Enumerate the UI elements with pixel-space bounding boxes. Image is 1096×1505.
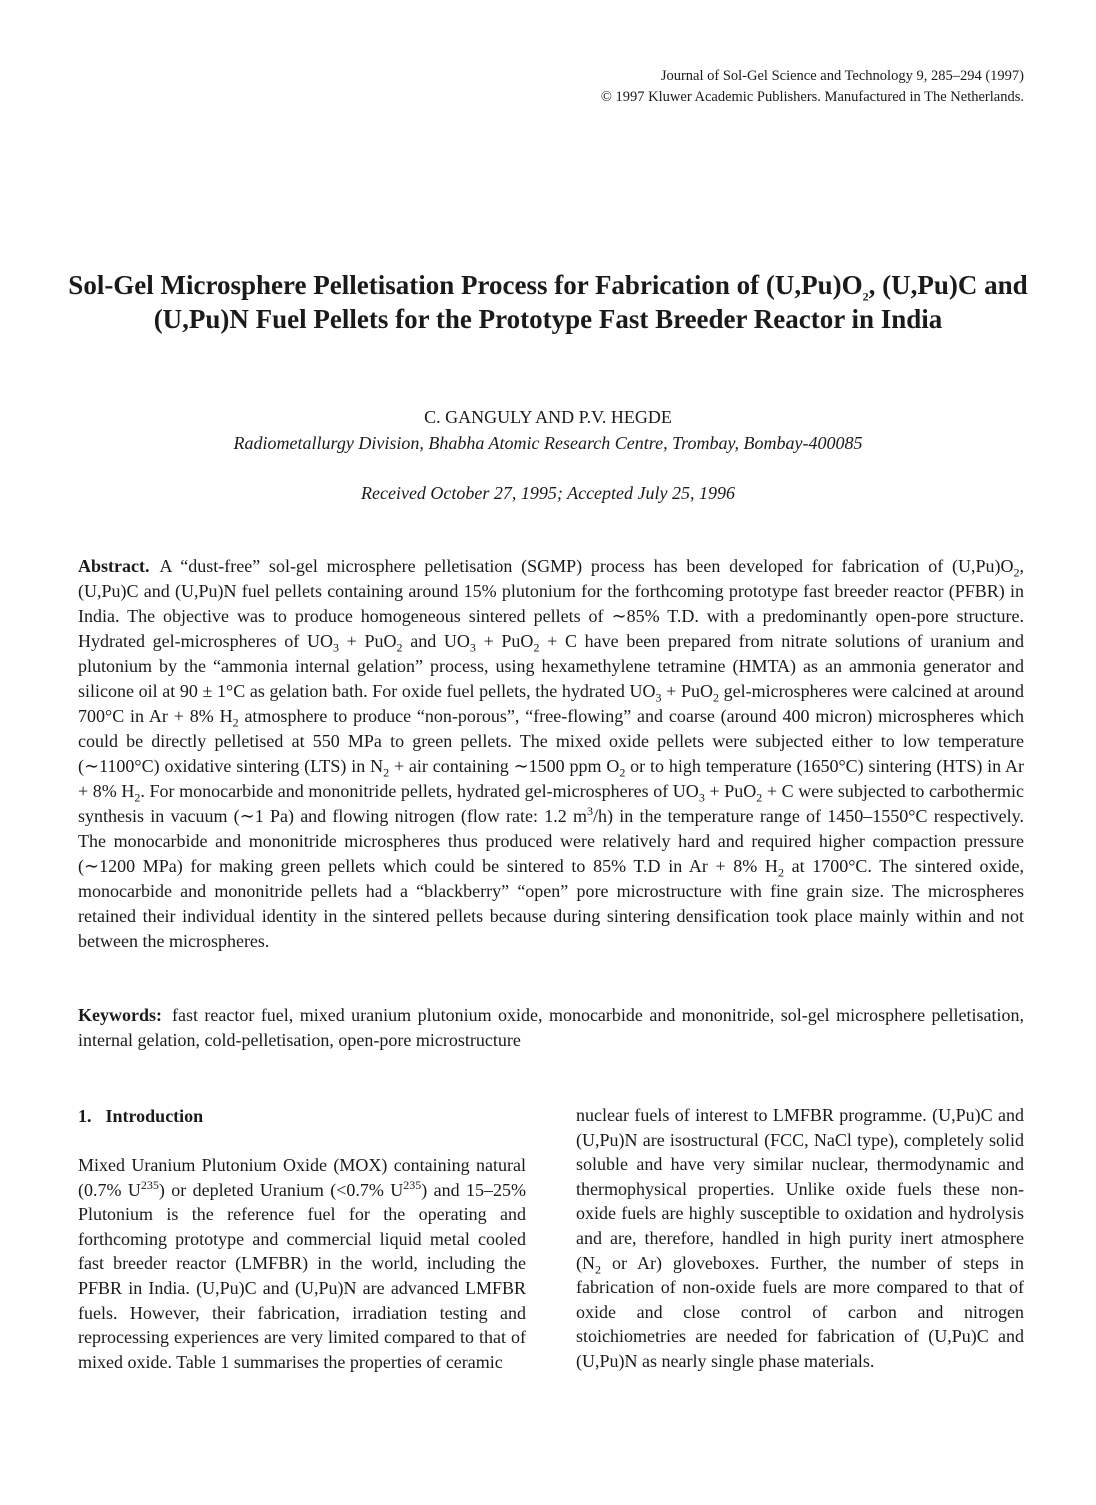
- abstract-text: at 1700°C. The sintered oxide, monocarbide and mononitride pellets had a “blackberry” “open” pore microstructure with fine grain size. The microspheres retained their individual identity in the sintered pellets because during sintering densification took place mainly within and not between the microspheres.: [78, 856, 1024, 951]
- author-list: C. GANGULY AND P.V. HEGDE: [424, 407, 672, 427]
- abstract: [78, 554, 1024, 954]
- section-number: 1.: [78, 1106, 92, 1126]
- copyright-line: © 1997 Kluwer Academic Publishers. Manufactured in The Netherlands.: [600, 89, 1024, 105]
- abstract-sub: 2: [712, 690, 719, 705]
- keywords-text: fast reactor fuel, mixed uranium plutonium oxide, monocarbide and mononitride, sol-gel microsphere pelletisation, internal gelation, cold-pelletisation, open-pore microstructure: [78, 1005, 1024, 1050]
- abstract-sub: 2: [383, 765, 390, 780]
- abstract-sub: 3: [655, 690, 662, 705]
- body-text: nuclear fuels of interest to LMFBR programme. (U,Pu)C and (U,Pu)N are isostructural (FCC, NaCl type), completely solid soluble and have very similar nuclear, thermodynamic and thermophysical properties. Unlike oxide fuels these non-oxide fuels are highly susceptible to oxidation and hydrolysis and are, therefore, handled in high purity inert atmosphere (N: [576, 1105, 1024, 1273]
- abstract-sub: 2: [533, 640, 540, 655]
- abstract-text: . For monocarbide and mononitride pellets, hydrated gel-microspheres of UO: [140, 781, 699, 801]
- abstract-text: , (U,Pu)C and (U,Pu)N fuel pellets containing around 15% plutonium for the forthcoming prototype fast breeder reactor (PFBR) in India. The objective was to produce homogeneous sintered pellets of ∼85% T.D. with a predominantly open-pore structure. Hydrated gel-microspheres of UO: [78, 556, 1024, 651]
- paper-title: [60, 268, 1036, 336]
- abstract-text: + PuO: [475, 631, 534, 651]
- journal-header: [601, 66, 1024, 108]
- abstract-sub: 2: [232, 715, 239, 730]
- title-part-2: , (U,Pu)C and (U,Pu)N Fuel Pellets for the Prototype Fast Breeder Reactor in India: [153, 270, 1028, 334]
- body-text: ) and 15–25% Plutonium is the reference fuel for the operating and forthcoming prototype and commercial liquid metal cooled fast breeder reactor (LMFBR) in the world, including the PFBR in India. (U,Pu)C and (U,Pu)N are advanced LMFBR fuels. However, their fabrication, irradiation testing and reprocessing experiences are very limited compared to that of mixed oxide. Table 1 summarises the properties of ceramic: [78, 1179, 526, 1372]
- body-sup: 235: [140, 1177, 159, 1192]
- abstract-sub: 2: [134, 790, 141, 805]
- body-sup: 235: [403, 1177, 422, 1192]
- abstract-text: atmosphere to produce “non-porous”, “free-flowing” and coarse (around 400 micron) microspheres which could be directly pelletised at 550 MPa to green pellets. The mixed oxide pellets were subjected either to low temperature (∼1100°C) oxidative sintering (LTS) in N: [78, 706, 1024, 776]
- title-part-1: Sol-Gel Microsphere Pelletisation Process for Fabrication of (U,Pu)O: [68, 270, 863, 300]
- abstract-sub: 3: [698, 790, 705, 805]
- keywords: [78, 1003, 1024, 1053]
- abstract-sub: 2: [396, 640, 403, 655]
- abstract-text: + PuO: [661, 681, 713, 701]
- abstract-sub: 3: [332, 640, 339, 655]
- intro-left-column: [78, 1153, 526, 1374]
- abstract-text: + air containing ∼1500 ppm O: [389, 756, 620, 776]
- section-title: Introduction: [105, 1106, 204, 1126]
- abstract-sub: 2: [1013, 565, 1020, 580]
- abstract-text: /h) in the temperature range of 1450–1550°C respectively. The monocarbide and mononitride microspheres thus produced were relatively hard and required higher compaction pressure (∼1200 MPa) for making green pellets which could be sintered to 85% T.D in Ar + 8% H: [78, 806, 1024, 876]
- body-sub: 2: [595, 1262, 601, 1277]
- body-text: Mixed Uranium Plutonium Oxide (MOX) containing natural (0.7% U: [78, 1155, 526, 1200]
- received-dates: Received October 27, 1995; Accepted July 25, 1996: [360, 483, 736, 503]
- abstract-text: + PuO: [704, 781, 757, 801]
- abstract-text: gel-microspheres were calcined at around 700°C in Ar + 8% H: [78, 681, 1024, 726]
- intro-right-column: [576, 1103, 1024, 1374]
- abstract-sub: 2: [619, 765, 626, 780]
- abstract-sub: 2: [756, 790, 763, 805]
- abstract-sup: 3: [587, 804, 593, 818]
- abstract-text: + PuO: [338, 631, 397, 651]
- abstract-text: + C were subjected to carbothermic synthesis in vacuum (∼1 Pa) and flowing nitrogen (flow rate: 1.2 m: [78, 781, 1024, 826]
- body-text: or Ar) gloveboxes. Further, the number of steps in fabrication of non-oxide fuels are more compared to that of oxide and close control of carbon and nitrogen stoichiometries are needed for fabrication of (U,Pu)C and (U,Pu)N as nearly single phase materials.: [576, 1252, 1024, 1371]
- abstract-text: or to high temperature (1650°C) sintering (HTS) in Ar + 8% H: [78, 756, 1025, 801]
- abstract-text: A “dust-free” sol-gel microsphere pelletisation (SGMP) process has been developed for fabrication of (U,Pu)O: [159, 556, 1014, 576]
- abstract-sub: 2: [777, 865, 784, 880]
- author-affiliation: Radiometallurgy Division, Bhabha Atomic Research Centre, Trombay, Bombay-400085: [233, 433, 863, 453]
- title-subscript: 2: [862, 289, 869, 304]
- abstract-label: Abstract.: [78, 556, 150, 576]
- abstract-text: and UO: [402, 631, 470, 651]
- body-text: ) or depleted Uranium (<0.7% U: [158, 1179, 404, 1200]
- abstract-sub: 3: [469, 640, 476, 655]
- abstract-text: + C have been prepared from nitrate solutions of uranium and plutonium by the “ammonia internal gelation” process, using hexamethylene tetramine (HMTA) as an ammonia generator and silicone oil at 90 ± 1°C as gelation bath. For oxide fuel pellets, the hydrated UO: [78, 631, 1024, 701]
- journal-citation: Journal of Sol-Gel Science and Technology 9, 285–294 (1997): [660, 68, 1024, 84]
- section-heading-introduction: [78, 1103, 203, 1129]
- keywords-label: Keywords:: [78, 1005, 162, 1025]
